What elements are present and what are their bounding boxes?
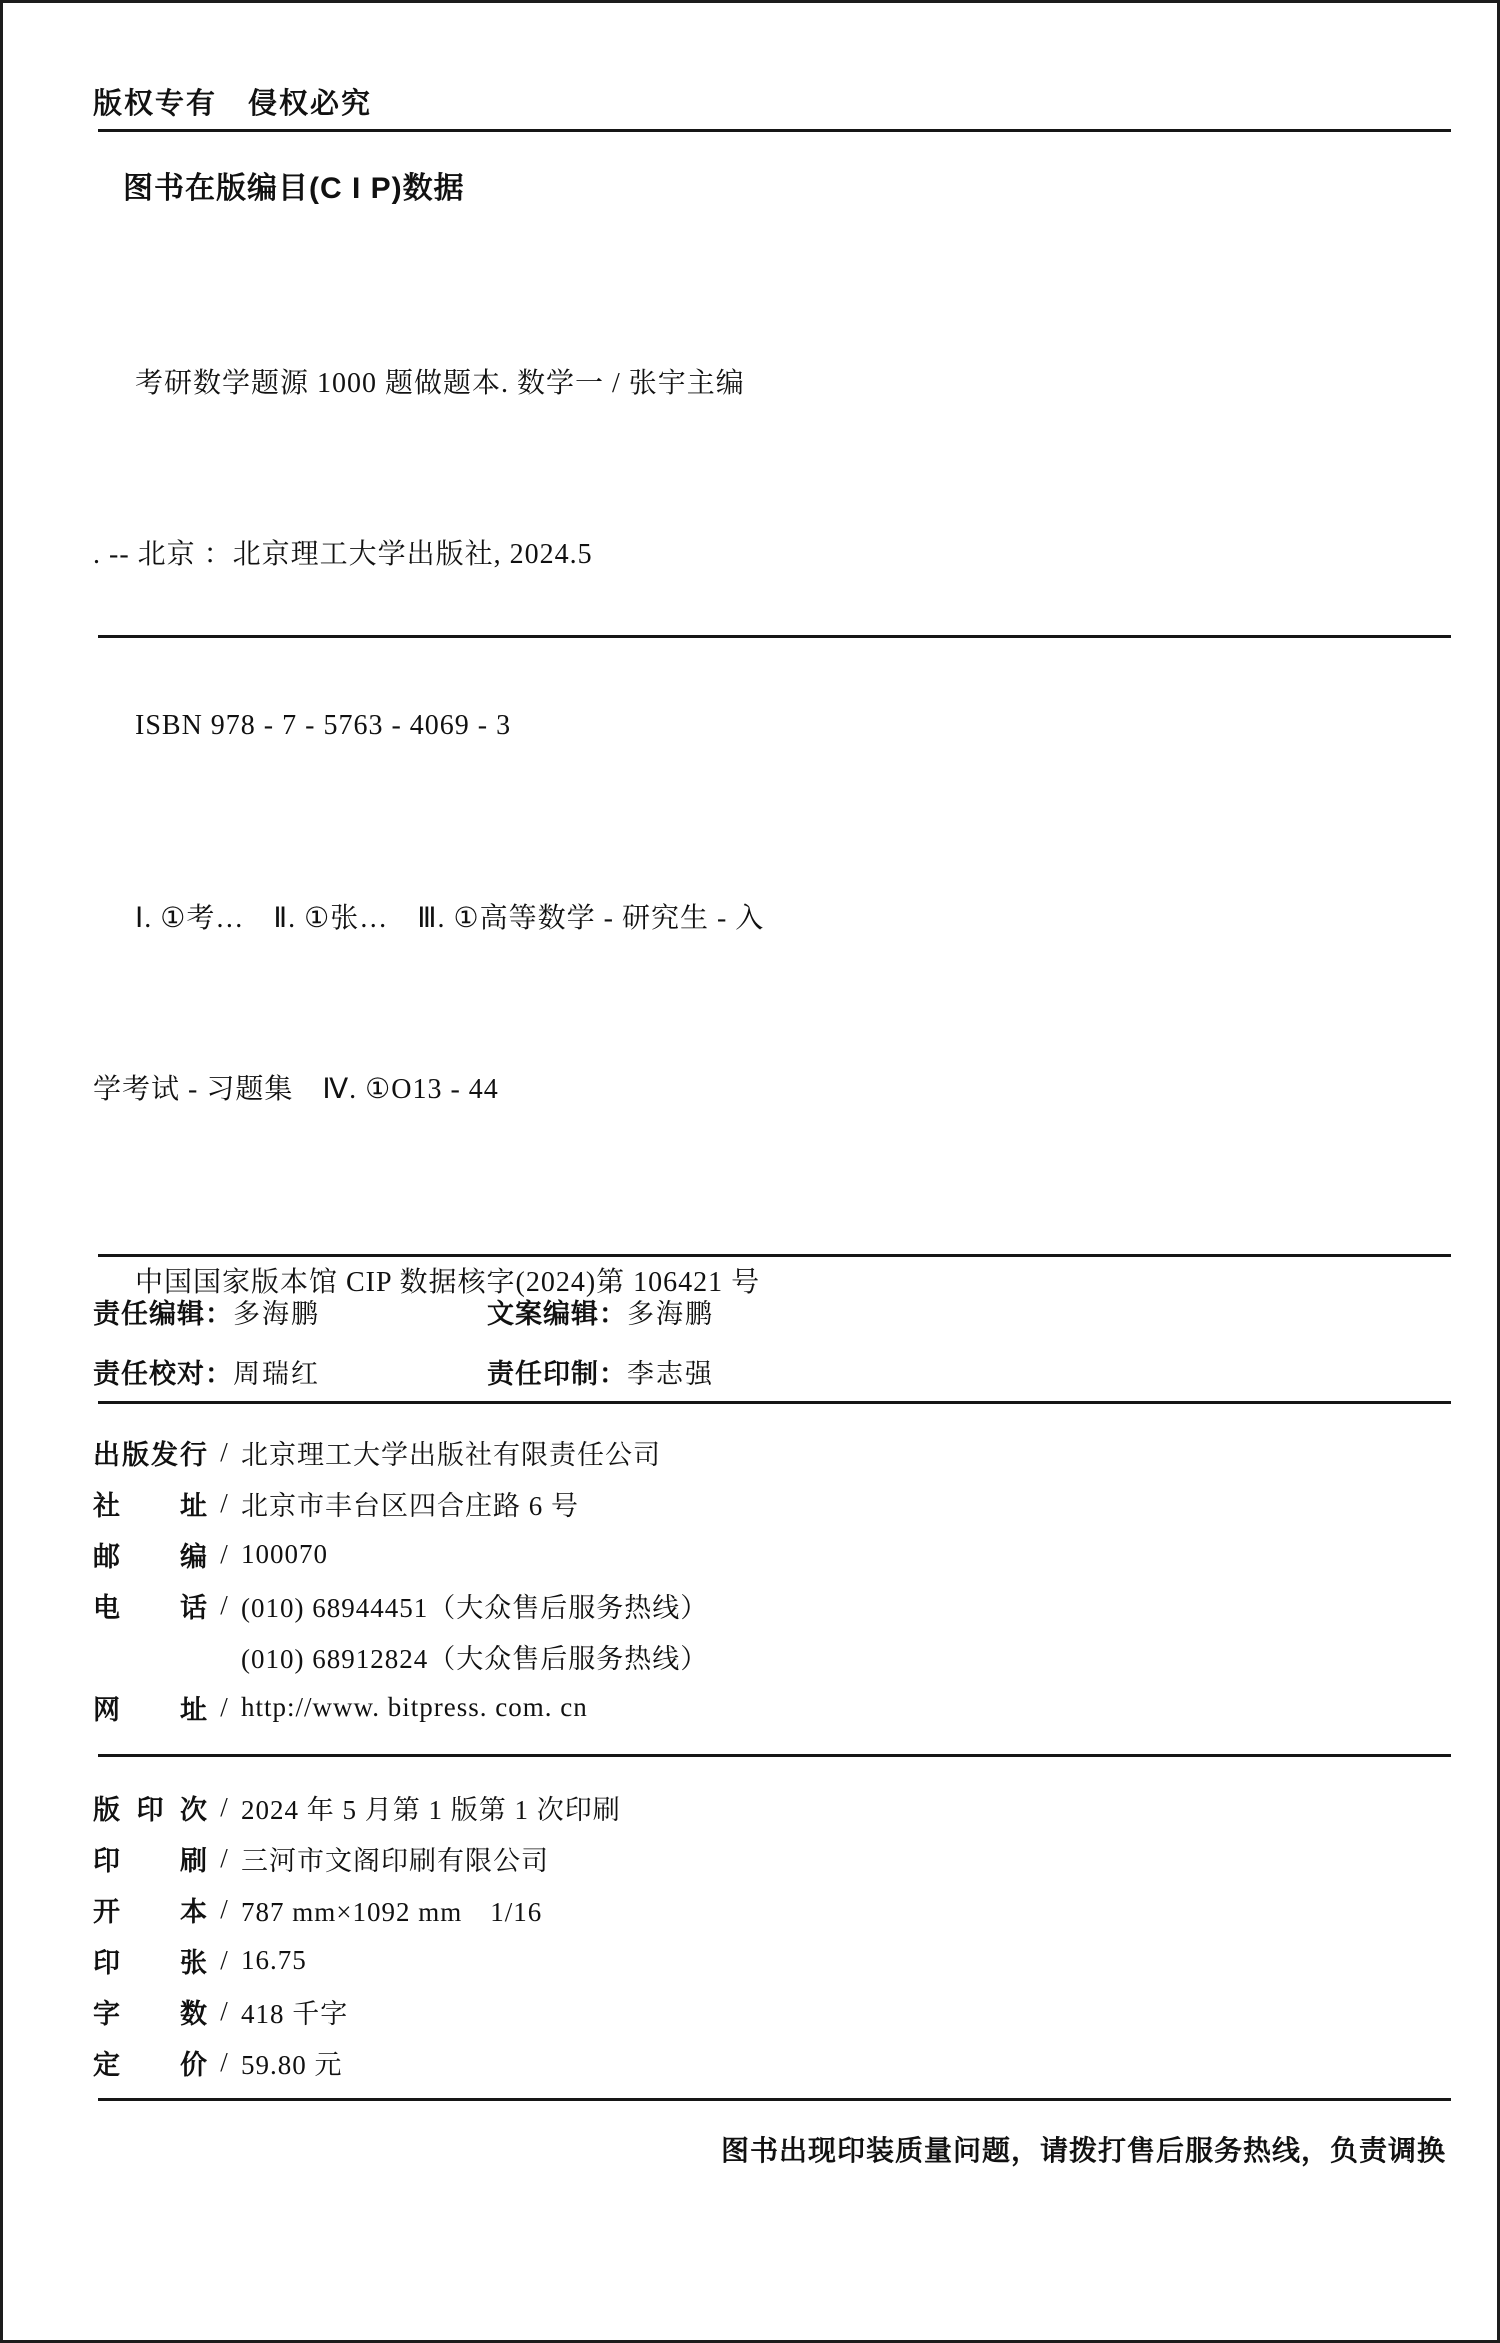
cip-record-line: Ⅰ. ①考… Ⅱ. ①张… Ⅲ. ①高等数学 - 研究生 - 入 [135,903,765,934]
quality-notice: 图书出现印装质量问题，请拨打售后服务热线，负责调换 [720,2135,1446,2166]
printing-info [93,1782,1453,2088]
cip-record-line: . -- 北京 ：北京理工大学出版社, 2024.5 [93,539,593,570]
row-label: 邮 编 [93,1542,207,1572]
row-separator: / [220,1894,228,1924]
cip-record [93,241,1093,1425]
row-separator: / [220,1488,228,1518]
row-value: 北京理工大学出版社有限责任公司 [241,1440,661,1470]
row-value: 2024 年 5 月第 1 版第 1 次印刷 [241,1795,621,1825]
cip-title: 图书在版编目(C I P)数据 [123,172,465,205]
staff-value: 多海鹏 [233,1298,320,1329]
staff-divider-top [98,1254,1451,1257]
cip-record-line: 考研数学题源 1000 题做题本. 数学一 / 张宇主编 [135,368,745,399]
row-value: 三河市文阁印刷有限公司 [241,1846,549,1876]
printing-row [93,1935,1453,1986]
staff-label: 文案编辑： [487,1298,627,1329]
row-value: http://www. bitpress. com. cn [241,1692,588,1722]
row-value: 59.80 元 [241,2050,343,2080]
staff-divider-bottom [98,1401,1451,1404]
row-value: (010) 68944451（大众售后服务热线） [241,1593,709,1623]
header-divider [98,129,1451,132]
row-value: 100070 [241,1539,328,1569]
row-label: 版 印 次 [93,1795,207,1825]
row-label: 字 数 [93,1999,207,2029]
row-separator: / [220,1996,228,2026]
publisher-row [93,1580,1453,1631]
staff-item [93,1352,487,1391]
publisher-info [93,1427,1453,1733]
row-separator: / [220,1945,228,1975]
publisher-row [93,1631,1453,1682]
cip-divider [98,635,1451,638]
publisher-divider [98,1754,1451,1757]
row-label: 网 址 [93,1695,207,1725]
staff-value: 李志强 [627,1358,714,1389]
staff-label: 责任编辑： [93,1298,233,1329]
publisher-row [93,1478,1453,1529]
row-separator: / [220,1590,228,1620]
printing-row [93,1833,1453,1884]
staff-item [93,1292,487,1331]
row-label: 印 刷 [93,1846,207,1876]
staff-label: 责任校对： [93,1358,233,1389]
row-value: (010) 68912824（大众售后服务热线） [241,1644,709,1674]
cip-record-line: 学考试 - 习题集 Ⅳ. ①O13 - 44 [93,1074,499,1105]
footer-divider [98,2098,1451,2101]
row-value: 787 mm×1092 mm 1/16 [241,1897,543,1927]
row-label: 定 价 [93,2050,207,2080]
row-value: 北京市丰台区四合庄路 6 号 [241,1491,579,1521]
cip-record-line: 中国国家版本馆 CIP 数据核字(2024)第 106421 号 [135,1267,761,1298]
row-label: 开 本 [93,1897,207,1927]
printing-row [93,2037,1453,2088]
copyright-notice: 版权专有 侵权必究 [93,88,373,120]
publisher-row [93,1427,1453,1478]
staff-credits [93,1281,1413,1401]
cip-record-line: ISBN 978 - 7 - 5763 - 4069 - 3 [135,710,512,741]
printing-row [93,1884,1453,1935]
row-label: 印 张 [93,1948,207,1978]
row-separator: / [220,2047,228,2077]
row-label: 社 址 [93,1491,207,1521]
printing-row [93,1782,1453,1833]
staff-value: 周瑞红 [233,1358,320,1389]
row-separator: / [220,1792,228,1822]
staff-label: 责任印制： [487,1358,627,1389]
row-separator: / [220,1539,228,1569]
staff-item [487,1292,1413,1331]
publisher-row [93,1682,1453,1733]
publisher-row [93,1529,1453,1580]
staff-item [487,1352,1413,1391]
row-separator: / [220,1692,228,1722]
row-label: 出版发行 [93,1440,207,1470]
printing-row [93,1986,1453,2037]
row-separator: / [220,1437,228,1467]
row-value: 418 千字 [241,1999,349,2029]
row-value: 16.75 [241,1945,307,1975]
row-separator: / [220,1843,228,1873]
row-label: 电 话 [93,1593,207,1623]
staff-value: 多海鹏 [627,1298,714,1329]
